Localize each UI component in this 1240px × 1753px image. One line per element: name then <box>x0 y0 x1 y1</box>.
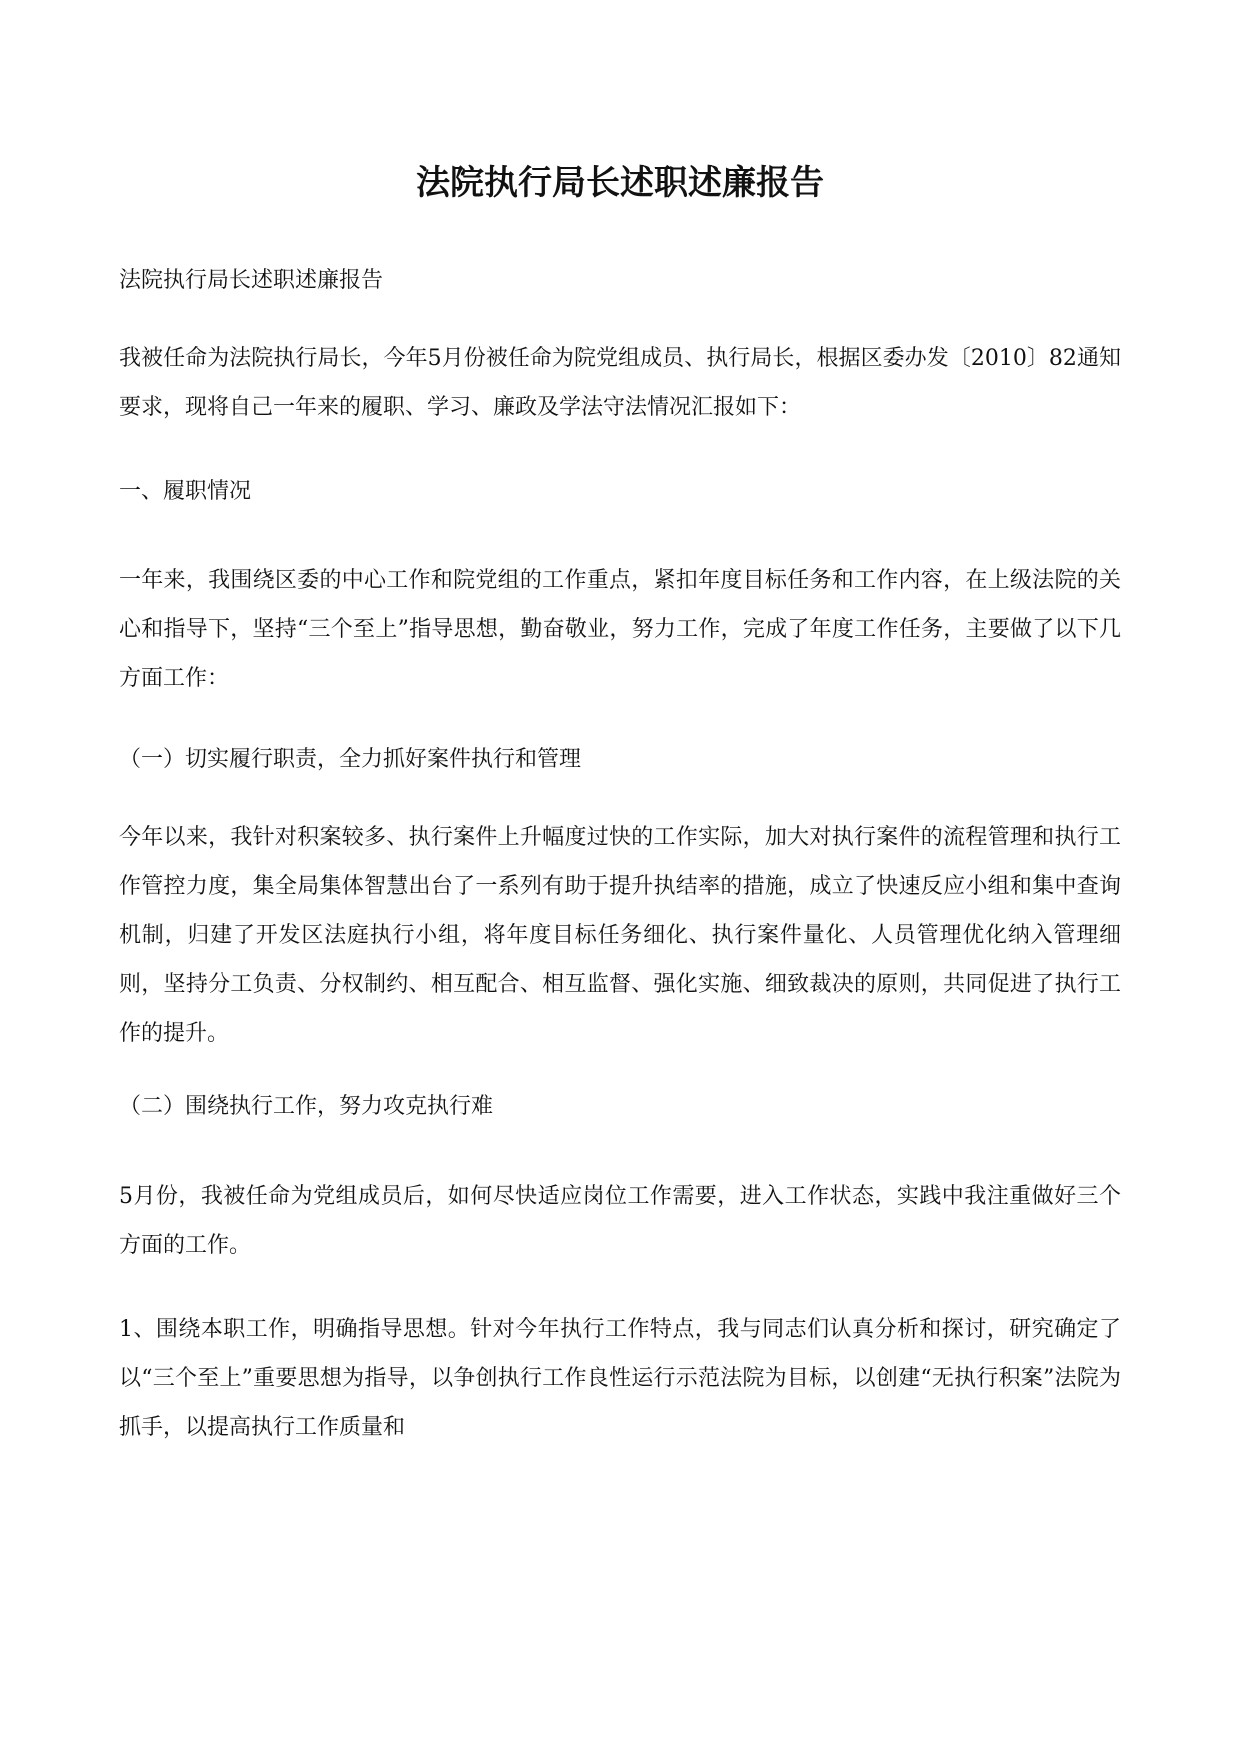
subsection-heading-1: （一）切实履行职责，全力抓好案件执行和管理 <box>119 747 582 772</box>
body-paragraph-2: 今年以来，我针对积案较多、执行案件上升幅度过快的工作实际，加大对执行案件的流程管理和执行工作管控力度，集全局集体智慧出台了一系列有助于提升执结率的措施，成立了快速反应小组和集中查询机制，归建了开发区法庭执行小组，将年度目标任务细化、执行案件量化、人员管理优化纳入管理细则，坚持分工负责、分权制约、相互配合、相互监督、强化实施、细致裁决的原则，共同促进了执行工作的提升。 <box>119 825 1121 1046</box>
section-heading-1: 一、履职情况 <box>119 479 252 504</box>
subtitle-paragraph: 法院执行局长述职述廉报告 <box>119 268 384 293</box>
intro-paragraph: 我被任命为法院执行局长，今年5月份被任命为院党组成员、执行局长，根据区委办发〔2010〕82通知要求，现将自己一年来的履职、学习、廉政及学法守法情况汇报如下： <box>119 346 1121 420</box>
body-paragraph-3: 5月份，我被任命为党组成员后，如何尽快适应岗位工作需要，进入工作状态，实践中我注重做好三个方面的工作。 <box>119 1184 1121 1258</box>
body-paragraph-4: 1、围绕本职工作，明确指导思想。针对今年执行工作特点，我与同志们认真分析和探讨，研究确定了以“三个至上”重要思想为指导，以争创执行工作良性运行示范法院为目标，以创建“无执行积案”法院为抓手，以提高执行工作质量和 <box>119 1317 1121 1440</box>
body-paragraph-1: 一年来，我围绕区委的中心工作和院党组的工作重点，紧扣年度目标任务和工作内容，在上级法院的关心和指导下，坚持“三个至上”指导思想，勤奋敬业，努力工作，完成了年度工作任务，主要做了以下几方面工作： <box>119 568 1121 691</box>
subsection-heading-2: （二）围绕执行工作，努力攻克执行难 <box>119 1094 494 1119</box>
document-title: 法院执行局长述职述廉报告 <box>416 163 824 203</box>
